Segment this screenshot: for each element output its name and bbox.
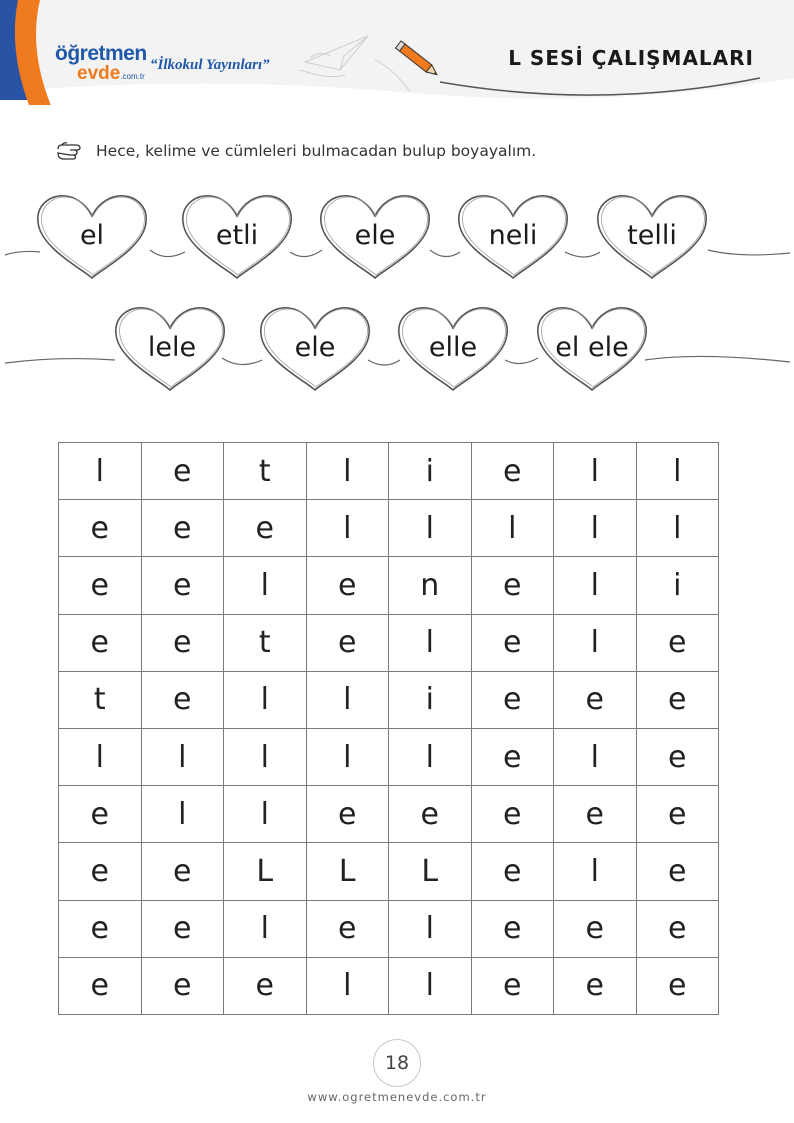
grid-cell[interactable]: l [389, 728, 472, 785]
grid-cell[interactable]: e [636, 957, 719, 1014]
grid-cell[interactable]: e [59, 843, 142, 900]
grid-cell[interactable]: e [59, 786, 142, 843]
grid-cell[interactable]: l [636, 500, 719, 557]
grid-row [59, 900, 719, 957]
grid-row [59, 443, 719, 500]
grid-cell[interactable]: e [306, 557, 389, 614]
page-title: L SESİ ÇALIŞMALARI [508, 46, 754, 70]
grid-cell[interactable]: l [224, 671, 307, 728]
grid-cell[interactable]: l [224, 557, 307, 614]
grid-cell[interactable]: t [224, 443, 307, 500]
grid-row [59, 728, 719, 785]
grid-cell[interactable]: e [471, 671, 554, 728]
grid-cell[interactable]: e [224, 957, 307, 1014]
grid-cell[interactable]: l [554, 443, 637, 500]
grid-cell[interactable]: i [389, 443, 472, 500]
grid-cell[interactable]: e [471, 614, 554, 671]
grid-cell[interactable]: e [636, 671, 719, 728]
grid-cell[interactable]: l [306, 443, 389, 500]
hearts-illustration [0, 0, 794, 430]
grid-cell[interactable]: e [554, 957, 637, 1014]
letter-search-grid [58, 442, 719, 1015]
grid-cell[interactable]: i [636, 557, 719, 614]
grid-cell[interactable]: l [389, 500, 472, 557]
grid-cell[interactable]: e [59, 957, 142, 1014]
grid-cell[interactable]: l [224, 900, 307, 957]
grid-cell[interactable]: e [471, 900, 554, 957]
grid-cell[interactable]: l [306, 728, 389, 785]
heart-word: ele [294, 332, 336, 363]
footer-url: www.ogretmenevde.com.tr [307, 1090, 487, 1104]
grid-cell[interactable]: e [636, 900, 719, 957]
grid-cell[interactable]: e [224, 500, 307, 557]
heart-word: el [79, 220, 105, 251]
grid-cell[interactable]: e [554, 786, 637, 843]
grid-cell[interactable]: e [554, 671, 637, 728]
grid-cell[interactable]: e [141, 500, 224, 557]
grid-cell[interactable]: l [554, 500, 637, 557]
grid-cell[interactable]: l [471, 500, 554, 557]
grid-cell[interactable]: e [471, 557, 554, 614]
grid-row [59, 671, 719, 728]
publisher-name: “İlkokul Yayınları” [150, 57, 270, 73]
grid-cell[interactable]: e [141, 614, 224, 671]
grid-cell[interactable]: e [141, 957, 224, 1014]
grid-cell[interactable]: l [389, 614, 472, 671]
grid-cell[interactable]: L [389, 843, 472, 900]
grid-row [59, 843, 719, 900]
grid-cell[interactable]: e [471, 443, 554, 500]
grid-cell[interactable]: e [636, 728, 719, 785]
grid-cell[interactable]: t [224, 614, 307, 671]
grid-cell[interactable]: l [554, 614, 637, 671]
grid-cell[interactable]: l [636, 443, 719, 500]
page-number: 18 [373, 1039, 421, 1087]
heart-word: lele [147, 332, 197, 363]
grid-row [59, 614, 719, 671]
grid-cell[interactable]: e [636, 614, 719, 671]
grid-cell[interactable]: e [141, 443, 224, 500]
logo-suffix: .com.tr [120, 72, 145, 81]
grid-cell[interactable]: L [306, 843, 389, 900]
grid-cell[interactable]: l [306, 500, 389, 557]
logo-bottom-text: evde [77, 63, 121, 84]
grid-cell[interactable]: l [306, 957, 389, 1014]
grid-cell[interactable]: e [141, 843, 224, 900]
grid-cell[interactable]: l [59, 443, 142, 500]
grid-cell[interactable]: e [389, 786, 472, 843]
grid-row [59, 786, 719, 843]
grid-cell[interactable]: e [471, 786, 554, 843]
grid-row [59, 957, 719, 1014]
grid-cell[interactable]: e [306, 786, 389, 843]
grid-cell[interactable]: e [636, 843, 719, 900]
grid-cell[interactable]: l [141, 786, 224, 843]
grid-cell[interactable]: e [636, 786, 719, 843]
grid-cell[interactable]: e [306, 614, 389, 671]
grid-cell[interactable]: l [224, 786, 307, 843]
grid-cell[interactable]: l [389, 900, 472, 957]
grid-cell[interactable]: e [554, 900, 637, 957]
grid-cell[interactable]: l [224, 728, 307, 785]
grid-cell[interactable]: e [306, 900, 389, 957]
heart-word: etli [215, 220, 259, 251]
grid-cell[interactable]: l [554, 728, 637, 785]
grid-cell[interactable]: e [471, 843, 554, 900]
heart-word: telli [627, 220, 677, 251]
grid-cell[interactable]: e [471, 957, 554, 1014]
grid-cell[interactable]: e [141, 900, 224, 957]
grid-cell[interactable]: e [141, 671, 224, 728]
grid-cell[interactable]: l [554, 843, 637, 900]
grid-cell[interactable]: l [554, 557, 637, 614]
grid-cell[interactable]: e [59, 500, 142, 557]
logo-top-text: öğretmen [55, 42, 147, 65]
grid-cell[interactable]: e [59, 900, 142, 957]
grid-cell[interactable]: i [389, 671, 472, 728]
grid-cell[interactable]: e [141, 557, 224, 614]
grid-cell[interactable]: n [389, 557, 472, 614]
grid-row [59, 500, 719, 557]
grid-cell[interactable]: e [59, 614, 142, 671]
grid-cell[interactable]: l [141, 728, 224, 785]
grid-cell[interactable]: l [389, 957, 472, 1014]
heart-word: elle [428, 332, 478, 363]
grid-row [59, 557, 719, 614]
heart-word: el ele [555, 332, 629, 363]
grid-cell[interactable]: e [471, 728, 554, 785]
instruction-text: Hece, kelime ve cümleleri bulmacadan bulup boyayalım. [96, 142, 537, 160]
heart-word: neli [488, 220, 538, 251]
grid-cell[interactable]: l [306, 671, 389, 728]
grid-cell[interactable]: e [59, 557, 142, 614]
grid-cell[interactable]: t [59, 671, 142, 728]
grid-cell[interactable]: L [224, 843, 307, 900]
grid-cell[interactable]: l [59, 728, 142, 785]
heart-word: ele [354, 220, 396, 251]
